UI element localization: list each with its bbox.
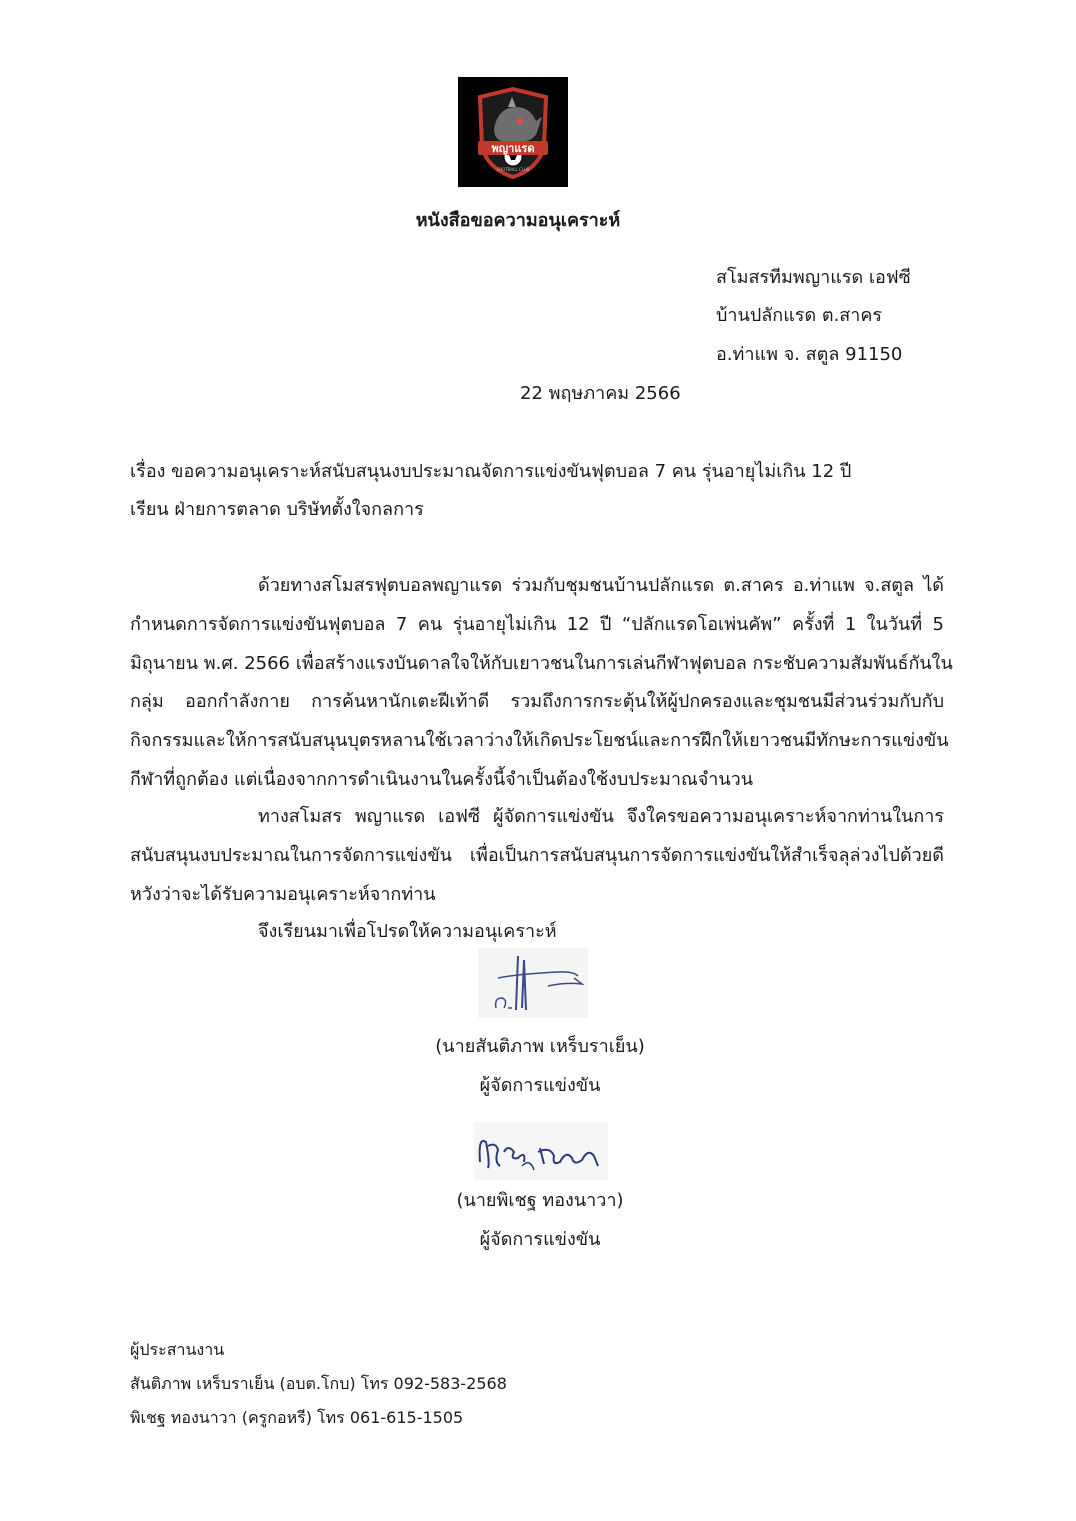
closing-line: จึงเรียนมาเพื่อโปรดให้ความอนุเคราะห์ [258,921,557,942]
paragraph-1-line-1: ด้วยทางสโมสรฟุตบอลพญาแรด ร่วมกับชุมชนบ้านปลักแรด ต.สาคร อ.ท่าแพ จ.สตูล ได้ [258,575,944,596]
paragraph-1-line-5: กิจกรรมและให้การสนับสนุนบุตรหลานใช้เวลาว่างให้เกิดประโยชน์และการฝึกให้เยาวชนมีทักษะการแข่งขัน [130,730,949,751]
paragraph-1-line-4: กลุ่ม ออกกำลังกาย การค้นหานักเตะฝีเท้าดี รวมถึงการกระตุ้นให้ผู้ปกครองและชุมชนมีส่วนร่วมกับกับ [130,691,944,712]
paragraph-2-line-1: ทางสโมสร พญาแรด เอฟซี ผู้จัดการแข่งขัน จึงใครขอความอนุเคราะห์จากท่านในการ [258,806,944,827]
signatory-1-position: ผู้จัดการแข่งขัน [479,1075,601,1096]
signatory-1-name: (นายสันติภาพ เหร็บราเย็น) [435,1036,645,1057]
coordinator-heading: ผู้ประสานงาน [130,1340,225,1359]
signatory-2-position: ผู้จัดการแข่งขัน [479,1229,601,1250]
letter-subject: เรื่อง ขอความอนุเคราะห์สนับสนุนงบประมาณจัดการแข่งขันฟุตบอล 7 คน รุ่นอายุไม่เกิน 12 ปี [130,461,852,482]
coordinator-contact-1: สันติภาพ เหร็บราเย็น (อบต.โกบ) โทร 092-583-2568 [130,1374,507,1393]
paragraph-2-line-2: สนับสนุนงบประมาณในการจัดการแข่งขัน เพื่อเป็นการสนับสนุนการจัดการแข่งขันให้สำเร็จลุล่วงไปด้วยดี [130,845,944,866]
paragraph-1-line-3: มิถุนายน พ.ศ. 2566 เพื่อสร้างแรงบันดาลใจให้กับเยาวชนในการเล่นกีฬาฟุตบอล กระชับความสัมพันธ์กันใน [130,653,953,674]
signatory-2-name: (นายพิเชฐ ทองนาวา) [456,1190,624,1211]
logo-subtext: FOOTBALL CLUB [496,167,530,172]
paragraph-1-line-2: กำหนดการจัดการแข่งขันฟุตบอล 7 คน รุ่นอายุไม่เกิน 12 ปี “ปลักแรดโอเพ่นคัพ” ครั้งที่ 1 ในวันที่ 5 [130,614,944,635]
signature-1-image [478,948,588,1018]
paragraph-1-line-6: กีฬาที่ถูกต้อง แต่เนื่องจากการดำเนินงานในครั้งนี้จำเป็นต้องใช้งบประมาณจำนวน [130,769,754,790]
sender-address-line-2: บ้านปลักแรด ต.สาคร [716,305,883,326]
paragraph-2-line-3: หวังว่าจะได้รับความอนุเคราะห์จากท่าน [130,884,436,905]
rhino-crest-icon [458,77,568,187]
signature-2-image [474,1122,608,1180]
coordinator-contact-2: พิเชฐ ทองนาวา (ครูกอหรี) โทร 061-615-1505 [130,1408,464,1427]
club-logo [458,77,568,187]
sender-address-line-3: อ.ท่าแพ จ. สตูล 91150 [716,344,903,365]
sender-address-line-1: สโมสรทีมพญาแรด เอฟซี [716,267,911,288]
letter-date: 22 พฤษภาคม 2566 [520,383,681,404]
letter-recipient: เรียน ฝ่ายการตลาด บริษัทตั้งใจกลการ [130,499,424,520]
logo-text: พญาแรด [491,142,535,155]
document-title: หนังสือขอความอนุเคราะห์ [415,210,621,231]
